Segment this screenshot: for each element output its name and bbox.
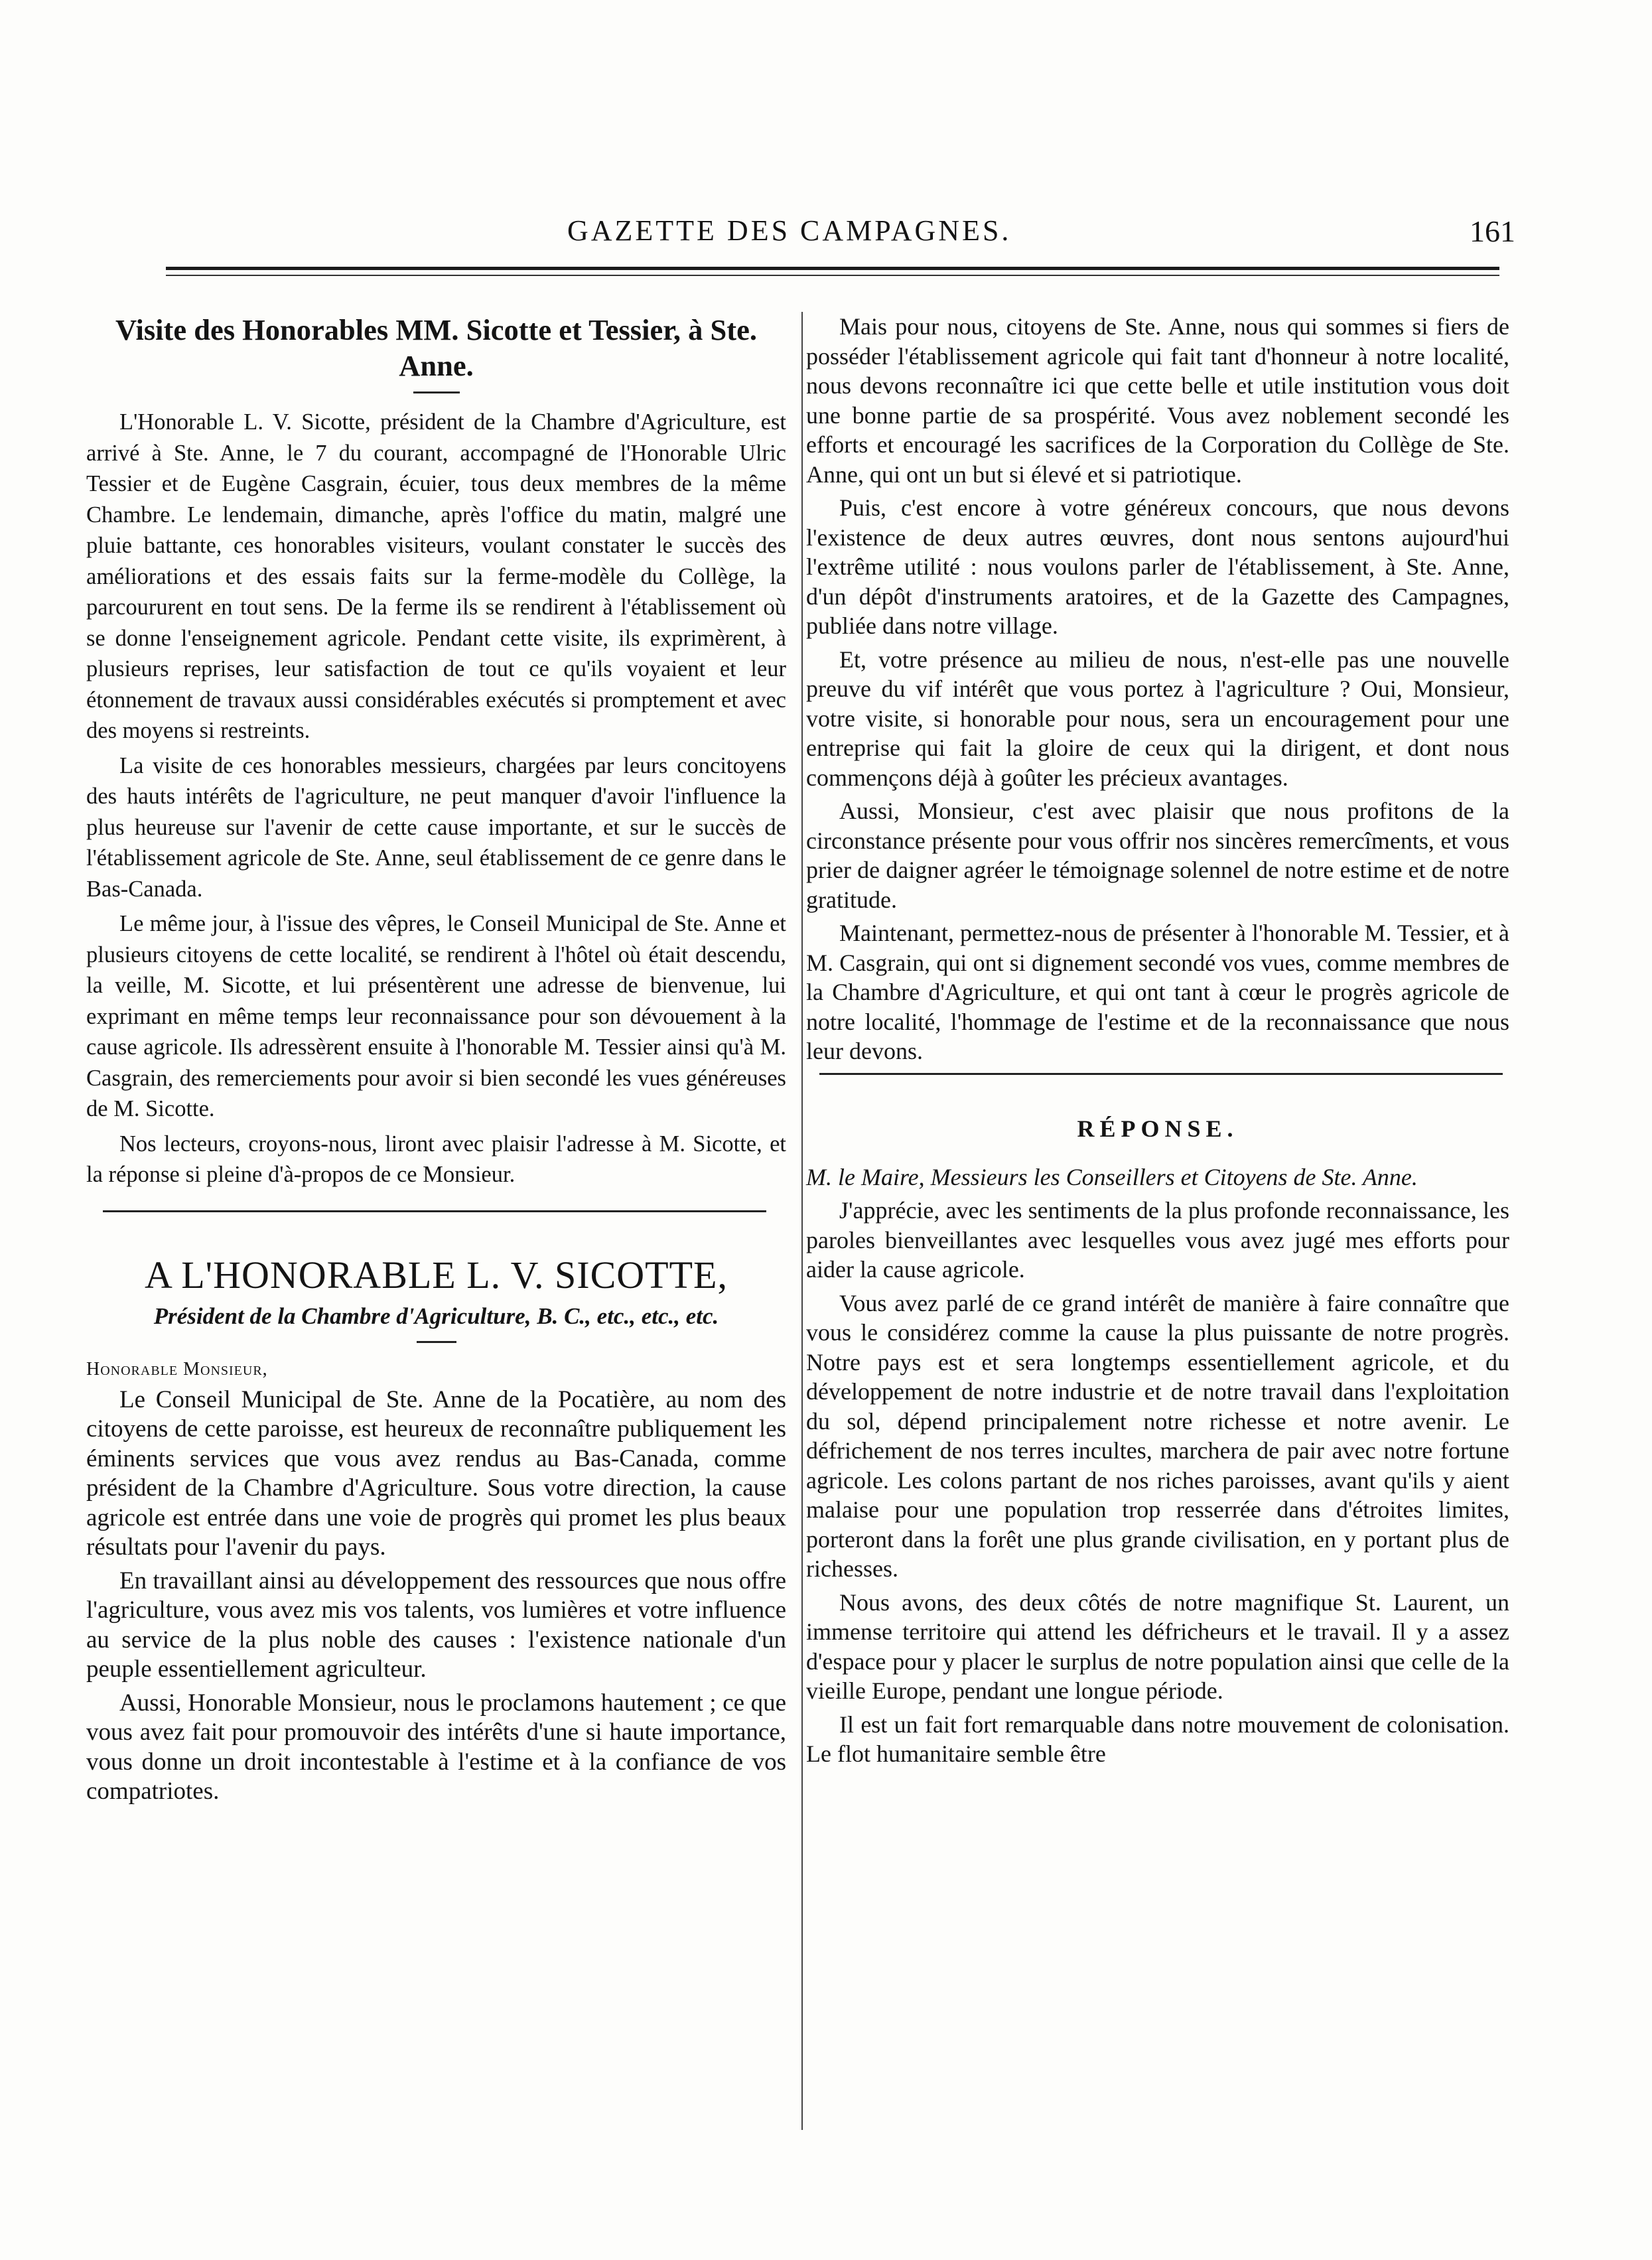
adresse-paragraph: Le Conseil Municipal de Ste. Anne de la Pocatière, au nom des citoyens de cette paroisse, est heureux de reconnaître publiquement les éminents services que vous avez rendus au Bas-Canada, comme président de la Chambre d'Agriculture. Sous votre direction, la cause agricole est entrée dans une voie de progrès qui promet les plus beaux résultats pour l'avenir du pays.: [86, 1385, 786, 1561]
reponse-paragraph: J'apprécie, avec les sentiments de la plus profonde reconnaissance, les paroles bienveillantes avec lesquelles vous avez jugé mes efforts pour aider la cause agricole.: [806, 1197, 1509, 1283]
running-head: [0, 214, 1652, 253]
adresse-paragraph: Et, votre présence au milieu de nous, n'est-elle pas une nouvelle preuve du vif intérêt que vous portez à l'agriculture ? Oui, Monsieur, votre visite, si honorable pour nous, sera un encouragement pour une entreprise qui fait la gloire de ceux qui la dirigent, et dont nous commençons déjà à goûter les précieux avantages.: [806, 646, 1509, 791]
section-rule: [819, 1073, 1503, 1075]
reponse-salutation: M. le Maire, Messieurs les Conseillers et Citoyens de Ste. Anne.: [806, 1163, 1418, 1190]
adresse-salutation: Honorable Monsieur,: [86, 1358, 268, 1379]
reponse-paragraph: Vous avez parlé de ce grand intérêt de manière à faire connaître que vous le considérez comme la cause la plus puissante de notre progrès. Notre pays est et sera longtemps essentiellement agricole, et du développement de notre industrie et de notre travail dans l'exploitation du sol, dépend principalement notre richesse et notre avenir. Le défrichement de nos terres incultes, marchera de pair avec notre fortune agricole. Les colons partant de nos riches paroisses, avant qu'ils y aient malaise pour une population trop resserrée dans d'étroites limites, porteront dans la forêt une plus grande civilisation, en y portant plus de richesses.: [806, 1289, 1509, 1582]
running-title: GAZETTE DES CAMPAGNES.: [567, 214, 1012, 247]
reponse-heading: RÉPONSE.: [1077, 1115, 1239, 1142]
section-rule: [103, 1210, 766, 1212]
left-column: [86, 312, 786, 1811]
visite-paragraph: Nos lecteurs, croyons-nous, liront avec plaisir l'adresse à M. Sicotte, et la réponse si pleine d'à-propos de ce Monsieur.: [86, 1131, 786, 1187]
adresse-body-left: [86, 1385, 786, 1807]
right-column: [806, 312, 1509, 1773]
adresse-subtitle: Président de la Chambre d'Agriculture, B. C., etc., etc., etc.: [153, 1303, 719, 1329]
header-rule-thin: [166, 275, 1499, 276]
adresse-title: A L'HONORABLE L. V. SICOTTE,: [145, 1253, 728, 1297]
title-rule: [413, 391, 460, 393]
visite-paragraph: L'Honorable L. V. Sicotte, président de la Chambre d'Agriculture, est arrivé à Ste. Anne, le 7 du courant, accompagné de l'Honorable Ulric Tessier et de Eugène Casgrain, écuier, tous deux membres de la même Chambre. Le lendemain, dimanche, après l'office du matin, malgré une pluie battante, ces honorables visiteurs, voulant constater le succès des améliorations et des essais faits sur la ferme-modèle du Collège, la parcoururent en tout sens. De la ferme ils se rendirent à l'établissement où se donne l'enseignement agricole. Pendant cette visite, ils exprimèrent, à plusieurs reprises, leur satisfaction de tout ce qu'ils voyaient et leur étonnement de travaux aussi considérables exécutés si promptement et avec des moyens si restreints.: [86, 409, 786, 743]
header-rule-thick: [166, 267, 1499, 270]
visite-paragraph: La visite de ces honorables messieurs, chargées par leurs concitoyens des hauts intérêts de l'agriculture, ne peut manquer d'avoir l'influence la plus heureuse sur l'avenir de cette cause importante, et sur le succès de l'établissement agricole de Ste. Anne, seul établissement de ce genre dans le Bas-Canada.: [86, 752, 786, 902]
reponse-paragraph: Il est un fait fort remarquable dans notre mouvement de colonisation. Le flot humanitaire semble être: [806, 1711, 1509, 1767]
adresse-paragraph: Maintenant, permettez-nous de présenter à l'honorable M. Tessier, et à M. Casgrain, qui ont si dignement secondé vos vues, comme membres de la Chambre d'Agriculture, et qui ont tant à cœur le progrès agricole de notre localité, l'hommage de l'estime et de la reconnaissance que nous leur devons.: [806, 920, 1509, 1064]
adresse-paragraph: Puis, c'est encore à votre généreux concours, que nous devons l'existence de deux autres œuvres, dont nous sentons aujourd'hui l'extrême utilité : nous voulons parler de l'établissement, à Ste. Anne, d'un dépôt d'instruments aratoires, et de la Gazette des Campagnes, publiée dans notre village.: [806, 494, 1509, 639]
visite-paragraph: Le même jour, à l'issue des vêpres, le Conseil Municipal de Ste. Anne et plusieurs citoyens de cette localité, se rendirent à l'hôtel où était descendu, la veille, M. Sicotte, et lui présentèrent une adresse de bienvenue, lui exprimant en même temps leur reconnaissance pour son dévouement à la cause agricole. Ils adressèrent ensuite à l'honorable M. Tessier ainsi qu'à M. Casgrain, des remerciements pour avoir si bien secondé les vues généreuses de M. Sicotte.: [86, 911, 786, 1121]
subtitle-rule: [417, 1341, 456, 1343]
adresse-paragraph: En travaillant ainsi au développement des ressources que nous offre l'agriculture, vous avez mis vos talents, vos lumières et votre influence au service de la plus noble des causes : l'existence nationale d'un peuple essentiellement agriculteur.: [86, 1567, 786, 1683]
visite-title: Visite des Honorables MM. Sicotte et Tessier, à Ste. Anne.: [115, 313, 757, 382]
column-divider: [801, 312, 803, 2130]
adresse-paragraph: Aussi, Honorable Monsieur, nous le proclamons hautement ; ce que vous avez fait pour promouvoir des intérêts d'une si haute importance, vous donne un droit incontestable à l'estime et à la confiance de vos compatriotes.: [86, 1689, 786, 1805]
page-number: 161: [1470, 214, 1515, 248]
reponse-paragraph: Nous avons, des deux côtés de notre magnifique St. Laurent, un immense territoire qui attend les défricheurs et le travail. Il y a assez d'espace pour y placer le surplus de notre population ainsi que celle de la vieille Europe, pendant une longue période.: [806, 1589, 1509, 1704]
adresse-paragraph: Mais pour nous, citoyens de Ste. Anne, nous qui sommes si fiers de posséder l'établissement agricole qui fait tant d'honneur à notre localité, nous devons reconnaître ici que cette belle et utile institution vous doit une bonne partie de sa prospérité. Vous avez noblement secondé les efforts et encouragé les sacrifices de la Corporation du Collège de Ste. Anne, qui ont un but si élevé et si patriotique.: [806, 313, 1509, 488]
adresse-paragraph: Aussi, Monsieur, c'est avec plaisir que nous profitons de la circonstance présente pour vous offrir nos sincères remercîments, et vous prier de daigner agréer le témoignage solennel de notre estime et de notre gratitude.: [806, 798, 1509, 913]
